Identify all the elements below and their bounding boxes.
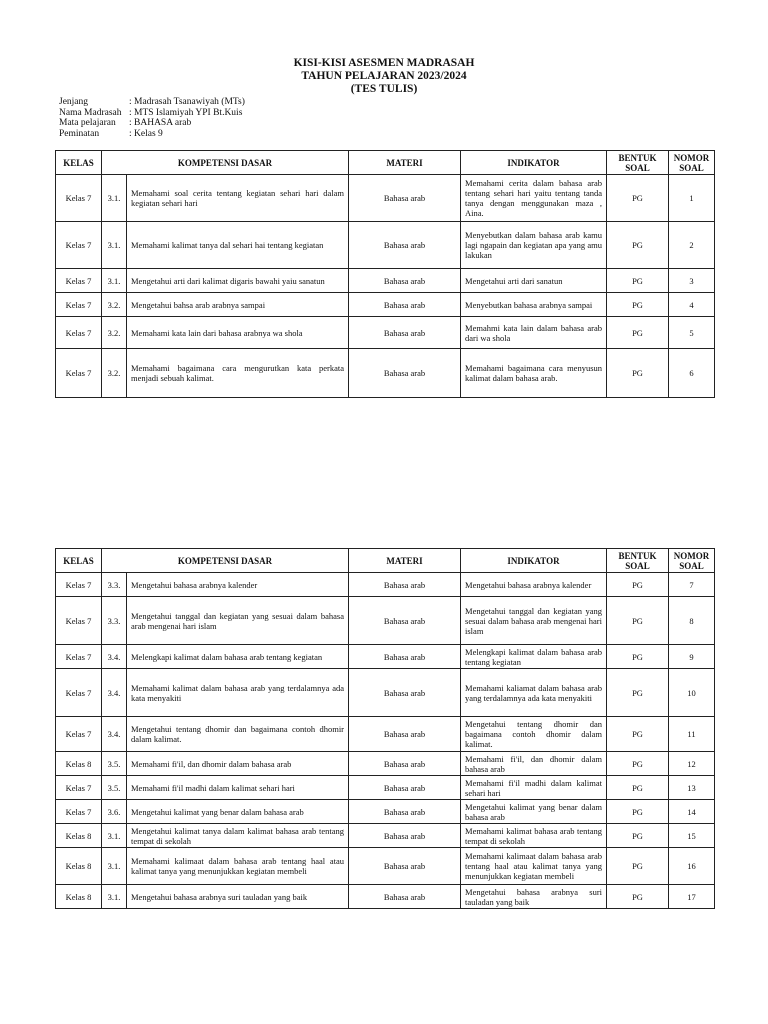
cell-kompetensi-dasar: Memahami kalimaat dalam bahasa arab tentang haal atau kalimat tanya yang menunjukkan kegiatan membeli bbox=[127, 848, 349, 885]
cell-indikator: Memahami fi'il, dan dhomir dalam bahasa arab bbox=[461, 752, 607, 776]
cell-kompetensi-dasar: Memahami soal cerita tentang kegiatan sehari hari dalam kegiatan sehari hari bbox=[127, 175, 349, 222]
cell-indikator: Memahami kalimaat dalam bahasa arab tentang haal atau kalimat tanya yang menunjukkan kegiatan membeli bbox=[461, 848, 607, 885]
cell-materi: Bahasa arab bbox=[349, 269, 461, 293]
cell-bentuk-soal: PG bbox=[607, 597, 669, 645]
cell-kd-number: 3.3. bbox=[102, 573, 127, 597]
cell-kompetensi-dasar: Mengetahui kalimat tanya dalam kalimat bahasa arab tentang tempat di sekolah bbox=[127, 824, 349, 848]
cell-indikator: Memahami cerita dalam bahasa arab tentang sehari hari yaitu tentang tanda tanya dengan menggunakan maza , Aina. bbox=[461, 175, 607, 222]
cell-bentuk-soal: PG bbox=[607, 269, 669, 293]
col-header-bentuk-line1: BENTUK bbox=[618, 152, 657, 163]
cell-kd-number: 3.3. bbox=[102, 597, 127, 645]
cell-nomor-soal: 15 bbox=[669, 824, 715, 848]
col-header-nomor-line2: SOAL bbox=[679, 560, 704, 571]
cell-materi: Bahasa arab bbox=[349, 573, 461, 597]
cell-nomor-soal: 12 bbox=[669, 752, 715, 776]
cell-kompetensi-dasar: Memahami kata lain dari bahasa arabnya wa shola bbox=[127, 317, 349, 349]
meta-label: Mata pelajaran bbox=[59, 118, 116, 129]
meta-value: : Kelas 9 bbox=[129, 128, 163, 139]
cell-kompetensi-dasar: Mengetahui tanggal dan kegiatan yang sesuai dalam bahasa arab mengenai hari islam bbox=[127, 597, 349, 645]
cell-indikator: Mengetahui arti dari sanatun bbox=[461, 269, 607, 293]
cell-kd-number: 3.1. bbox=[102, 269, 127, 293]
document-title bbox=[0, 57, 768, 96]
cell-kompetensi-dasar: Memahami bagaimana cara mengurutkan kata perkata menjadi sebuah kalimat. bbox=[127, 349, 349, 398]
col-header-indikator: INDIKATOR bbox=[461, 549, 607, 573]
col-header-materi: MATERI bbox=[349, 549, 461, 573]
cell-kelas: Kelas 7 bbox=[56, 645, 102, 669]
meta-row-madrasah bbox=[59, 108, 245, 119]
table-header-row bbox=[56, 151, 715, 175]
cell-materi: Bahasa arab bbox=[349, 349, 461, 398]
cell-kd-number: 3.5. bbox=[102, 776, 127, 800]
cell-kelas: Kelas 8 bbox=[56, 848, 102, 885]
col-header-bentuk-soal bbox=[607, 549, 669, 573]
cell-kelas: Kelas 7 bbox=[56, 222, 102, 269]
table-row bbox=[56, 597, 715, 645]
col-header-nomor-line1: NOMOR bbox=[673, 550, 710, 561]
cell-materi: Bahasa arab bbox=[349, 885, 461, 909]
cell-kd-number: 3.1. bbox=[102, 175, 127, 222]
table-row bbox=[56, 317, 715, 349]
cell-kelas: Kelas 7 bbox=[56, 175, 102, 222]
cell-kelas: Kelas 7 bbox=[56, 573, 102, 597]
cell-bentuk-soal: PG bbox=[607, 776, 669, 800]
table-row bbox=[56, 776, 715, 800]
meta-label: Jenjang bbox=[59, 97, 89, 107]
kisi-kisi-table-1 bbox=[55, 150, 715, 398]
cell-kompetensi-dasar: Memahami fi'il madhi dalam kalimat sehari hari bbox=[127, 776, 349, 800]
col-header-nomor-soal bbox=[669, 151, 715, 175]
table-row bbox=[56, 800, 715, 824]
cell-kompetensi-dasar: Mengetahui bahasa arabnya kalender bbox=[127, 573, 349, 597]
cell-materi: Bahasa arab bbox=[349, 317, 461, 349]
cell-bentuk-soal: PG bbox=[607, 885, 669, 909]
col-header-indikator: INDIKATOR bbox=[461, 151, 607, 175]
cell-indikator: Memahami kalimat bahasa arab tentang tempat di sekolah bbox=[461, 824, 607, 848]
cell-indikator: Mengetahui kalimat yang benar dalam bahasa arab bbox=[461, 800, 607, 824]
cell-materi: Bahasa arab bbox=[349, 848, 461, 885]
cell-materi: Bahasa arab bbox=[349, 222, 461, 269]
table-header-row bbox=[56, 549, 715, 573]
cell-materi: Bahasa arab bbox=[349, 293, 461, 317]
table-row bbox=[56, 349, 715, 398]
cell-kd-number: 3.1. bbox=[102, 222, 127, 269]
cell-kelas: Kelas 7 bbox=[56, 717, 102, 752]
table-row bbox=[56, 269, 715, 293]
cell-kd-number: 3.4. bbox=[102, 645, 127, 669]
meta-value: : Madrasah Tsanawiyah (MTs) bbox=[129, 97, 245, 107]
cell-kelas: Kelas 7 bbox=[56, 597, 102, 645]
cell-indikator: Menyebutkan dalam bahasa arab kamu lagi ngapain dan kegiatan apa yang amu lakukan bbox=[461, 222, 607, 269]
kisi-kisi-table-2 bbox=[55, 548, 715, 909]
cell-indikator: Menyebutkan bahasa arabnya sampai bbox=[461, 293, 607, 317]
cell-kd-number: 3.6. bbox=[102, 800, 127, 824]
meta-row-peminatan bbox=[59, 129, 245, 140]
meta-value: : MTS Islamiyah YPI Bt.Kuis bbox=[129, 107, 243, 118]
cell-kelas: Kelas 7 bbox=[56, 293, 102, 317]
cell-kd-number: 3.1. bbox=[102, 885, 127, 909]
col-header-kompetensi-dasar: KOMPETENSI DASAR bbox=[102, 549, 349, 573]
cell-kd-number: 3.2. bbox=[102, 349, 127, 398]
cell-nomor-soal: 10 bbox=[669, 669, 715, 717]
cell-kd-number: 3.4. bbox=[102, 717, 127, 752]
cell-indikator: Melengkapi kalimat dalam bahasa arab tentang kegiatan bbox=[461, 645, 607, 669]
cell-indikator: Memahami fi'il madhi dalam kalimat sehari hari bbox=[461, 776, 607, 800]
cell-nomor-soal: 7 bbox=[669, 573, 715, 597]
meta-value: : BAHASA arab bbox=[129, 118, 192, 129]
cell-bentuk-soal: PG bbox=[607, 222, 669, 269]
table-row bbox=[56, 885, 715, 909]
cell-kompetensi-dasar: Memahami fi'il, dan dhomir dalam bahasa arab bbox=[127, 752, 349, 776]
cell-nomor-soal: 11 bbox=[669, 717, 715, 752]
cell-kelas: Kelas 8 bbox=[56, 752, 102, 776]
cell-materi: Bahasa arab bbox=[349, 669, 461, 717]
cell-materi: Bahasa arab bbox=[349, 824, 461, 848]
cell-indikator: Mengetahui tanggal dan kegiatan yang sesuai dalam bahasa arab mengenai hari islam bbox=[461, 597, 607, 645]
cell-indikator: Mengetahui tentang dhomir dan bagaimana contoh dhomir dalam kalimat. bbox=[461, 717, 607, 752]
cell-materi: Bahasa arab bbox=[349, 752, 461, 776]
cell-kompetensi-dasar: Mengetahui bahasa arabnya suri tauladan yang baik bbox=[127, 885, 349, 909]
cell-nomor-soal: 5 bbox=[669, 317, 715, 349]
cell-kompetensi-dasar: Memahami kalimat tanya dal sehari hai tentang kegiatan bbox=[127, 222, 349, 269]
cell-kd-number: 3.1. bbox=[102, 824, 127, 848]
col-header-nomor-line1: NOMOR bbox=[673, 152, 710, 163]
col-header-bentuk-soal bbox=[607, 151, 669, 175]
cell-bentuk-soal: PG bbox=[607, 349, 669, 398]
table-row bbox=[56, 848, 715, 885]
cell-bentuk-soal: PG bbox=[607, 573, 669, 597]
meta-label: Peminatan bbox=[59, 128, 100, 139]
cell-kelas: Kelas 7 bbox=[56, 800, 102, 824]
meta-label: Nama Madrasah bbox=[59, 107, 122, 118]
cell-materi: Bahasa arab bbox=[349, 645, 461, 669]
cell-bentuk-soal: PG bbox=[607, 669, 669, 717]
col-header-bentuk-line1: BENTUK bbox=[618, 550, 657, 561]
cell-nomor-soal: 14 bbox=[669, 800, 715, 824]
cell-nomor-soal: 17 bbox=[669, 885, 715, 909]
title-line-2: TAHUN PELAJARAN 2023/2024 bbox=[301, 70, 467, 82]
cell-kd-number: 3.4. bbox=[102, 669, 127, 717]
cell-kd-number: 3.1. bbox=[102, 848, 127, 885]
table-row bbox=[56, 573, 715, 597]
col-header-kompetensi-dasar: KOMPETENSI DASAR bbox=[102, 151, 349, 175]
cell-bentuk-soal: PG bbox=[607, 848, 669, 885]
cell-indikator: Mengetahui bahasa arabnya suri tauladan yang baik bbox=[461, 885, 607, 909]
table-row bbox=[56, 752, 715, 776]
table-row bbox=[56, 669, 715, 717]
cell-kompetensi-dasar: Mengetahui bahsa arab arabnya sampai bbox=[127, 293, 349, 317]
col-header-kelas: KELAS bbox=[56, 151, 102, 175]
cell-bentuk-soal: PG bbox=[607, 175, 669, 222]
cell-nomor-soal: 8 bbox=[669, 597, 715, 645]
table-row bbox=[56, 222, 715, 269]
cell-kelas: Kelas 7 bbox=[56, 776, 102, 800]
cell-nomor-soal: 16 bbox=[669, 848, 715, 885]
cell-indikator: Memahami bagaimana cara menyusun kalimat dalam bahasa arab. bbox=[461, 349, 607, 398]
meta-row-mapel bbox=[59, 118, 245, 129]
cell-kelas: Kelas 7 bbox=[56, 317, 102, 349]
table-row bbox=[56, 175, 715, 222]
cell-kelas: Kelas 8 bbox=[56, 824, 102, 848]
cell-nomor-soal: 3 bbox=[669, 269, 715, 293]
cell-kompetensi-dasar: Memahami kalimat dalam bahasa arab yang terdalamnya ada kata menyakiti bbox=[127, 669, 349, 717]
cell-kd-number: 3.2. bbox=[102, 293, 127, 317]
cell-nomor-soal: 13 bbox=[669, 776, 715, 800]
col-header-kelas: KELAS bbox=[56, 549, 102, 573]
table-row bbox=[56, 717, 715, 752]
table-row bbox=[56, 824, 715, 848]
cell-kd-number: 3.5. bbox=[102, 752, 127, 776]
title-line-3: (TES TULIS) bbox=[350, 83, 418, 95]
cell-nomor-soal: 6 bbox=[669, 349, 715, 398]
cell-bentuk-soal: PG bbox=[607, 800, 669, 824]
cell-materi: Bahasa arab bbox=[349, 717, 461, 752]
cell-kelas: Kelas 7 bbox=[56, 269, 102, 293]
cell-bentuk-soal: PG bbox=[607, 752, 669, 776]
table-row bbox=[56, 293, 715, 317]
cell-kompetensi-dasar: Mengetahui arti dari kalimat digaris bawahi yaiu sanatun bbox=[127, 269, 349, 293]
cell-kompetensi-dasar: Melengkapi kalimat dalam bahasa arab tentang kegiatan bbox=[127, 645, 349, 669]
cell-materi: Bahasa arab bbox=[349, 175, 461, 222]
table-body-2 bbox=[56, 573, 715, 909]
document-meta bbox=[59, 97, 245, 139]
table-body-1 bbox=[56, 175, 715, 398]
cell-nomor-soal: 4 bbox=[669, 293, 715, 317]
cell-kelas: Kelas 7 bbox=[56, 669, 102, 717]
col-header-materi: MATERI bbox=[349, 151, 461, 175]
cell-nomor-soal: 2 bbox=[669, 222, 715, 269]
cell-bentuk-soal: PG bbox=[607, 645, 669, 669]
cell-materi: Bahasa arab bbox=[349, 597, 461, 645]
meta-row-jenjang bbox=[59, 97, 245, 108]
col-header-nomor-soal bbox=[669, 549, 715, 573]
cell-kd-number: 3.2. bbox=[102, 317, 127, 349]
cell-bentuk-soal: PG bbox=[607, 824, 669, 848]
col-header-bentuk-line2: SOAL bbox=[625, 162, 650, 173]
table-row bbox=[56, 645, 715, 669]
cell-materi: Bahasa arab bbox=[349, 776, 461, 800]
cell-indikator: Memahami kaliamat dalam bahasa arab yang terdalamnya ada kata menyakiti bbox=[461, 669, 607, 717]
cell-bentuk-soal: PG bbox=[607, 293, 669, 317]
cell-nomor-soal: 1 bbox=[669, 175, 715, 222]
cell-nomor-soal: 9 bbox=[669, 645, 715, 669]
title-line-1: KISI-KISI ASESMEN MADRASAH bbox=[293, 57, 475, 69]
cell-bentuk-soal: PG bbox=[607, 717, 669, 752]
cell-kelas: Kelas 8 bbox=[56, 885, 102, 909]
cell-indikator: Memahmi kata lain dalam bahasa arab dari wa shola bbox=[461, 317, 607, 349]
cell-kelas: Kelas 7 bbox=[56, 349, 102, 398]
cell-kompetensi-dasar: Mengetahui kalimat yang benar dalam bahasa arab bbox=[127, 800, 349, 824]
col-header-nomor-line2: SOAL bbox=[679, 162, 704, 173]
cell-materi: Bahasa arab bbox=[349, 800, 461, 824]
cell-indikator: Mengetahui bahasa arabnya kalender bbox=[461, 573, 607, 597]
col-header-bentuk-line2: SOAL bbox=[625, 560, 650, 571]
cell-kompetensi-dasar: Mengetahui tentang dhomir dan bagaimana contoh dhomir dalam kalimat. bbox=[127, 717, 349, 752]
cell-bentuk-soal: PG bbox=[607, 317, 669, 349]
